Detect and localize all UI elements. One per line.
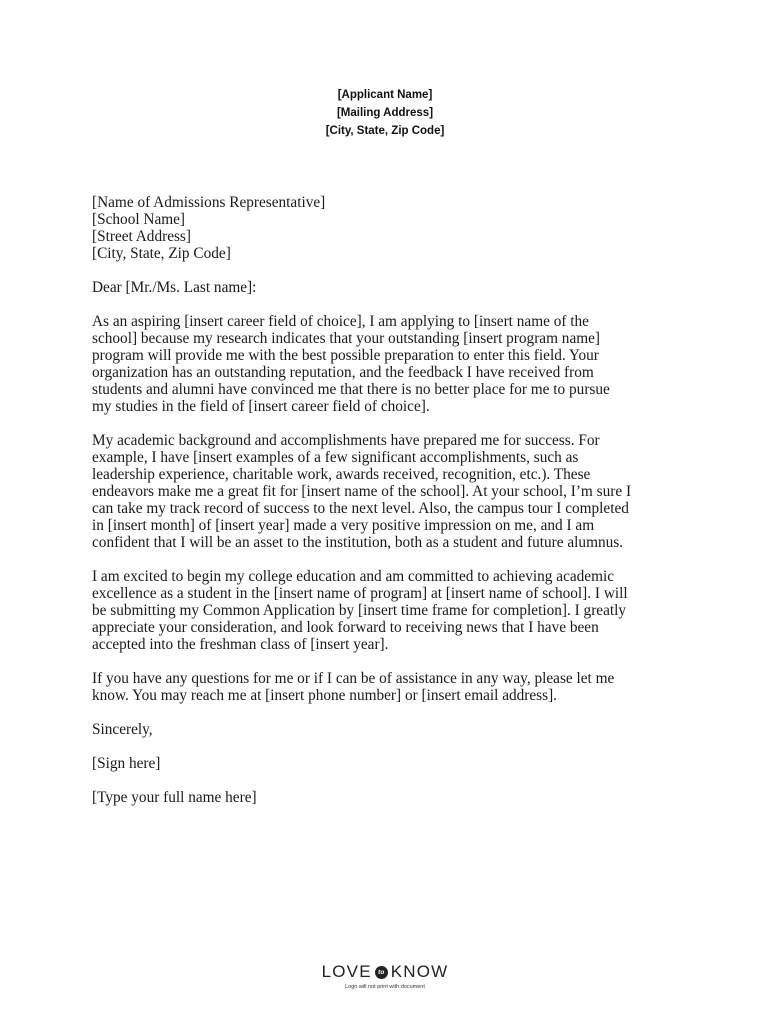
paragraph-line: students and alumni have convinced me that there is no better place for me to pursue xyxy=(92,381,610,398)
paragraph-line: If you have any questions for me or if I can be of assistance in any way, please let me xyxy=(92,670,615,687)
signature-placeholder: [Sign here] xyxy=(92,755,161,772)
paragraph-line: in [insert month] of [insert year] made a very positive impression on me, and I am xyxy=(92,517,595,534)
logo-circle-icon: to xyxy=(375,966,388,979)
logo-word-left: LOVE xyxy=(321,962,372,981)
applicant-name: [Applicant Name] xyxy=(337,89,433,101)
paragraph-line: organization has an outstanding reputation, and the feedback I have received from xyxy=(92,364,594,381)
paragraph-line: my studies in the field of [insert career field of choice]. xyxy=(92,398,430,415)
paragraph-2 xyxy=(92,432,692,551)
recipient-school: [School Name] xyxy=(92,211,186,228)
logo-wordmark xyxy=(322,962,449,982)
paragraph-line: As an aspiring [insert career field of choice], I am applying to [insert name of the xyxy=(92,313,589,330)
city-state-zip: [City, State, Zip Code] xyxy=(325,125,445,137)
paragraph-line: example, I have [insert examples of a few significant accomplishments, such as xyxy=(92,449,579,466)
logo-word-right: KNOW xyxy=(390,962,449,981)
mailing-address: [Mailing Address] xyxy=(336,107,434,119)
paragraph-4 xyxy=(92,670,692,704)
paragraph-line: school] because my research indicates that your outstanding [insert program name] xyxy=(92,330,601,347)
paragraph-line: My academic background and accomplishments have prepared me for success. For xyxy=(92,432,600,449)
recipient-block xyxy=(92,194,692,262)
recipient-street: [Street Address] xyxy=(92,228,191,245)
paragraph-line: I am excited to begin my college education and am committed to achieving academic xyxy=(92,568,615,585)
logo-tagline: Logo will not print with document xyxy=(345,984,425,990)
paragraph-1 xyxy=(92,313,692,415)
paragraph-3 xyxy=(92,568,692,653)
closing: Sincerely, xyxy=(92,721,153,738)
recipient-name: [Name of Admissions Representative] xyxy=(92,194,326,211)
paragraph-line: know. You may reach me at [insert phone number] or [insert email address]. xyxy=(92,687,558,704)
letter-header xyxy=(0,86,770,140)
lovetoknow-logo xyxy=(0,962,770,991)
paragraph-line: program will provide me with the best possible preparation to enter this field. Your xyxy=(92,347,599,364)
paragraph-line: confident that I will be an asset to the institution, both as a student and future alumnus. xyxy=(92,534,624,551)
paragraph-line: be submitting my Common Application by [insert time frame for completion]. I greatly xyxy=(92,602,627,619)
paragraph-line: appreciate your consideration, and look forward to receiving news that I have been xyxy=(92,619,599,636)
salutation: Dear [Mr./Ms. Last name]: xyxy=(92,279,257,296)
paragraph-line: leadership experience, charitable work, awards received, recognition, etc.). These xyxy=(92,466,591,483)
paragraph-line: endeavors make me a great fit for [insert name of the school]. At your school, I’m sure I xyxy=(92,483,632,500)
paragraph-line: excellence as a student in the [insert name of program] at [insert name of school]. I will xyxy=(92,585,628,602)
paragraph-line: can take my track record of success to the next level. Also, the campus tour I completed xyxy=(92,500,629,517)
letter-body xyxy=(92,194,692,806)
paragraph-line: accepted into the freshman class of [insert year]. xyxy=(92,636,389,653)
full-name-placeholder: [Type your full name here] xyxy=(92,789,257,806)
recipient-city: [City, State, Zip Code] xyxy=(92,245,231,262)
